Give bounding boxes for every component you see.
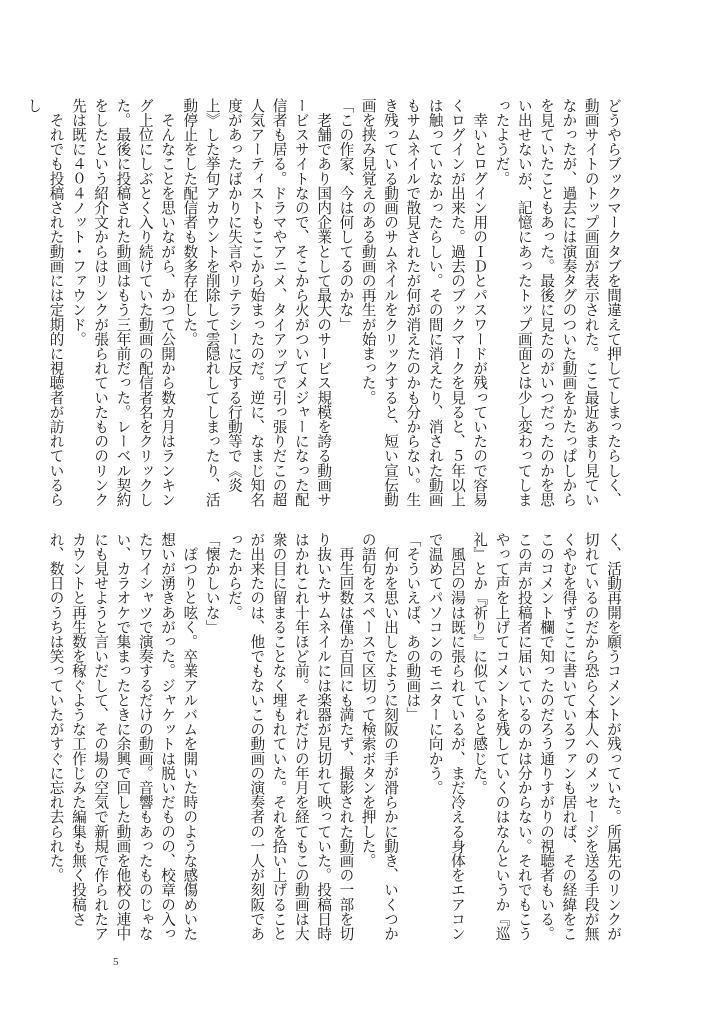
- paragraph: 風呂の湯は既に張られているが、まだ冷える身体をエアコンで温めてパソコンのモニターに向かう。: [426, 532, 466, 941]
- paragraph: そんなことを思いながら、かつて公開から数カ月はランキング上位にしぶとく入り続けていた動画の配信者名をクリックした。最後に投稿された動画はもう三年前だった。レーベル契約をしたという紹介文からはリンクが張られていたもののリンク先は既に４０４ノット・ファウンド。: [69, 98, 177, 507]
- lower-text-block: [47, 532, 624, 944]
- dialogue-line: 「この作家、今は何してるのかな」: [337, 98, 355, 332]
- paragraph: 何かを思い出したように刻阪の手が滑らかに動き、いくつかの語句をスペースで区切って検索ボタンを押した。: [359, 532, 400, 941]
- paragraph: それでも投稿された動画には定期的に視聴者が訪れているらし: [25, 98, 65, 507]
- dialogue-line: 「懐かしいな」: [203, 532, 221, 635]
- paragraph: 幸いとログイン用のＩＤとパスワードが残っていたので容易くログインが出来た。過去のブックマークを見ると、５年以上は触っていなかったらしい。その間に消えたり、消された動画もサムネイルで散見されたが何が消えたのかも分からない。生き残っている動画のサムネイルをクリックすると、短い宣伝動画を挟み見覚えのある動画の再生が始まった。: [359, 98, 489, 507]
- dialogue-line: 「そういえば、あの動画は」: [404, 532, 422, 722]
- paragraph: ぽつりと呟く。卒業アルバムを開いた時のような感傷めいた想いが湧きあがった。ジャケットは脱いだものの、校章の入ったワイシャツで演奏するだけの動画。音響もあったものじゃない、カラオケで集まったときに余興で回した動画を他校の連中にも見せようと言いだして、その場の空気で新規で作られたアカウントと再生数を稼ぐような工作じみた編集も無く投稿され、数日のうちは笑っていたがすぐに忘れ去られた。: [47, 532, 199, 941]
- paragraph: 再生回数は僅か百回にも満たず、撮影された動画の一部を切り抜いたサムネイルには楽器が見切れて映っていた。投稿日時はかれこれ十年ほど前。それだけの年月を経てもこの動画は大衆の目に留まることなく埋もれていた。それを拾い上げることが出来たのは、他でもないこの動画の演奏者の一人が刻阪であったからだ。: [225, 532, 355, 941]
- upper-text-block: [25, 98, 624, 510]
- paragraph: 老舗であり国内企業として最大のサービス規模を誇る動画サービスサイトなので、そこから火がついてメジャーになった配信者も居る。ドラマやアニメ、タイアップで引っ張りだこの超人気アーティストもここから始まったのだ。逆に、なまじ知名度があったばかりに失言やリテラシーに反する行動等で《炎上》した挙句アカウントを削除して雲隠れしてしまったり、活動停止をした配信者も数多存在した。: [181, 98, 333, 507]
- paragraph: く、活動再開を願うコメントが残っていた。所属先のリンクが切れているのだから恐らく本人へのメッセージを送る手段が無くやむを得ずここに書いているファンも居れば、その経緯をここのコメント欄で知ったのだろう通りすがりの視聴者もいる。この声が投稿者に届いているのかは分からない。それでもこうやって声を上げてコメントを残していくのはなんというか『巡礼』とか『祈り』に似ていると感じた。: [471, 532, 622, 941]
- paragraph: どうやらブックマークタブを間違えて押してしまったらしく、動画サイトのトップ画面が表示された。ここ最近あまり見ていなかったが、過去には演奏タグのついた動画をかたっぱしからを見ていたこともあった。最後に見たのがいつだったのかを思い出せないが、記憶にあったトップ画面とは少し変わってしまったようだ。: [493, 98, 622, 507]
- page-number: 5: [113, 956, 119, 968]
